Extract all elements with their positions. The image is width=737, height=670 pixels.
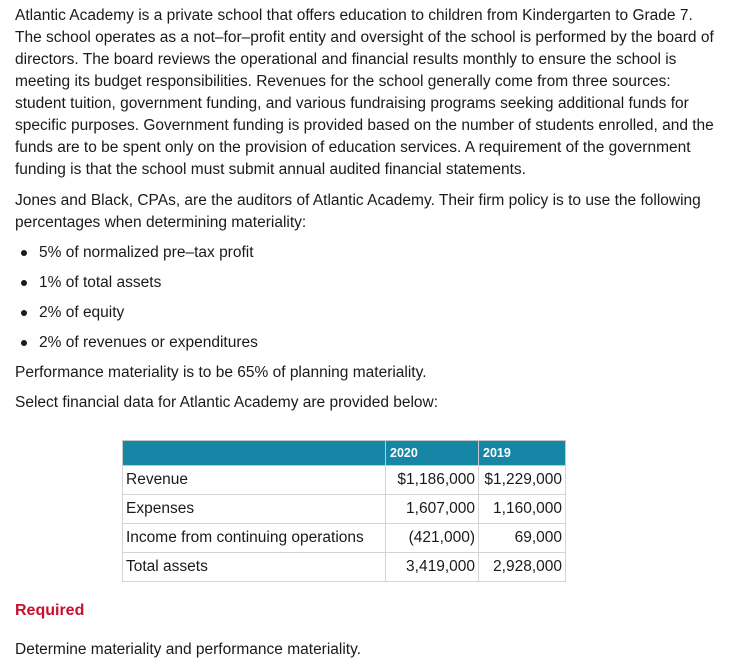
header-year-2019: 2019 xyxy=(479,441,566,466)
materiality-bullet-list xyxy=(15,238,715,358)
intro-paragraph: Atlantic Academy is a private school that offers education to children from Kindergarten to Grade 7. The school operates as a not–for–profit entity and oversight of the school is performed by the board of directors. The board reviews the operational and financial results monthly to ensure the school is meeting its budget responsibilities. Revenues for the school generally come from three sources: student tuition, government funding, and various fundraising programs seeking additional funds for specific purposes. Government funding is provided based on the number of students enrolled, and the funds are to be spent only on the provision of education services. A requirement of the government funding is that the school must submit annual audited financial statements. xyxy=(15,7,714,178)
header-blank-cell xyxy=(123,441,386,466)
value-2020: (421,000) xyxy=(386,524,479,553)
value-2020: $1,186,000 xyxy=(386,466,479,495)
row-label: Income from continuing operations xyxy=(123,524,386,553)
problem-body xyxy=(15,5,715,418)
auditor-paragraph: Jones and Black, CPAs, are the auditors of Atlantic Academy. Their firm policy is to use the following percentages when determining materiality: xyxy=(15,192,701,231)
required-heading: Required xyxy=(15,602,85,619)
financial-data-table xyxy=(122,440,566,582)
row-label: Expenses xyxy=(123,495,386,524)
table-row xyxy=(123,466,566,495)
value-2020: 3,419,000 xyxy=(386,553,479,582)
bullet-item: 2% of revenues or expenditures xyxy=(15,328,715,358)
row-label: Revenue xyxy=(123,466,386,495)
value-2019: 69,000 xyxy=(479,524,566,553)
bullet-item: 2% of equity xyxy=(15,298,715,328)
header-year-2020: 2020 xyxy=(386,441,479,466)
value-2019: 2,928,000 xyxy=(479,553,566,582)
row-label: Total assets xyxy=(123,553,386,582)
table-row xyxy=(123,553,566,582)
performance-materiality-note: Performance materiality is to be 65% of planning materiality. xyxy=(15,364,427,381)
value-2019: $1,229,000 xyxy=(479,466,566,495)
bullet-item: 5% of normalized pre–tax profit xyxy=(15,238,715,268)
bullet-dot-icon xyxy=(21,250,27,256)
table-row xyxy=(123,524,566,553)
value-2019: 1,160,000 xyxy=(479,495,566,524)
bullet-dot-icon xyxy=(21,280,27,286)
task-text: Determine materiality and performance materiality. xyxy=(15,641,362,658)
table-row xyxy=(123,495,566,524)
value-2020: 1,607,000 xyxy=(386,495,479,524)
bullet-dot-icon xyxy=(21,310,27,316)
table-header-row xyxy=(123,441,566,466)
bullet-item: 1% of total assets xyxy=(15,268,715,298)
bullet-dot-icon xyxy=(21,340,27,346)
data-intro-text: Select financial data for Atlantic Academy are provided below: xyxy=(15,394,439,411)
